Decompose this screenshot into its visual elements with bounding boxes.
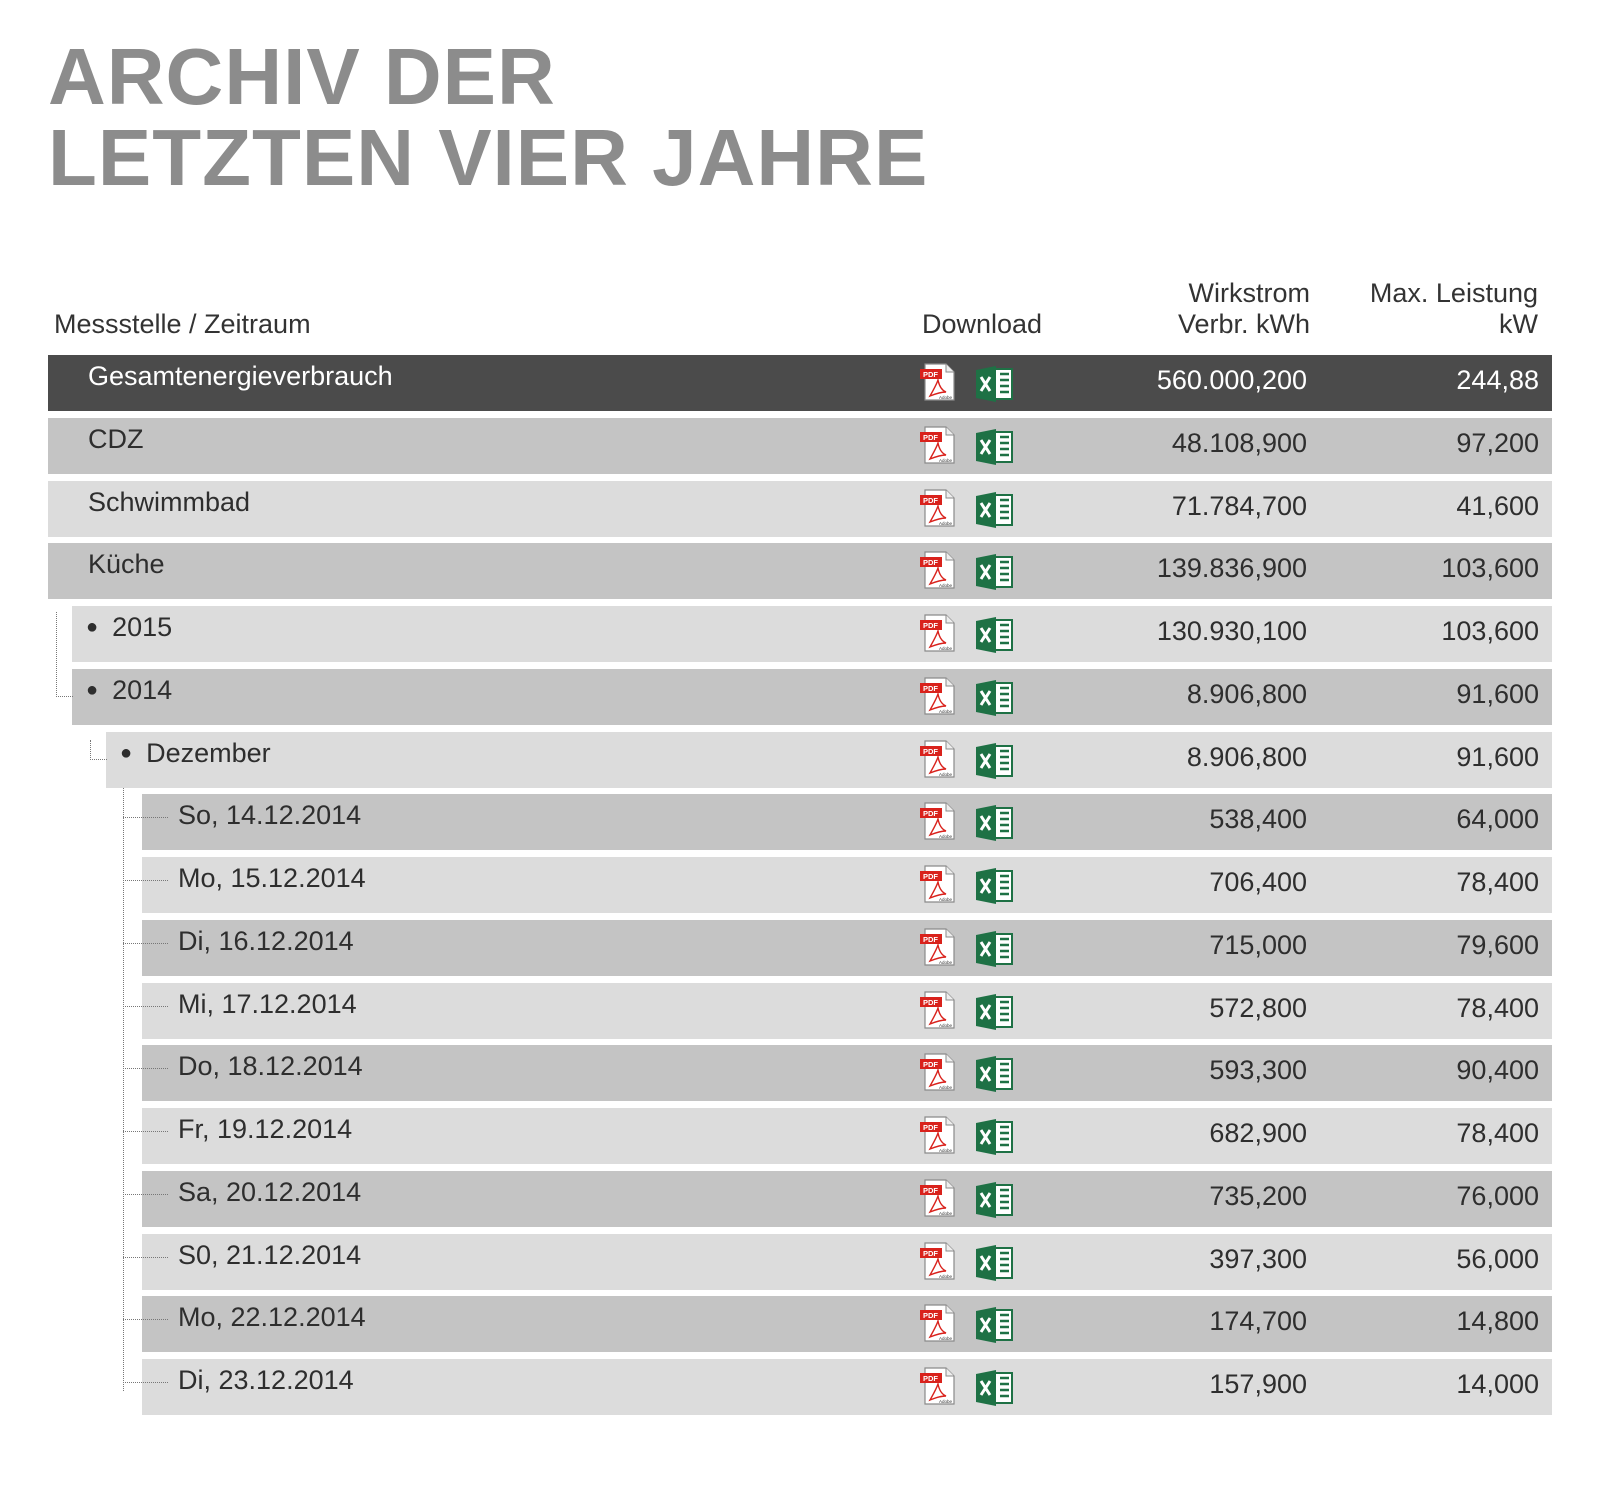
table-row[interactable]: [142, 1108, 1552, 1164]
row-label-text: So, 14.12.2014: [178, 800, 362, 831]
row-label: [178, 1114, 352, 1145]
pdf-download-icon[interactable]: [919, 1053, 957, 1091]
svg-text:Adobe: Adobe: [939, 1022, 953, 1028]
max-leistung-value: 90,400: [1456, 1055, 1539, 1086]
row-label-text: CDZ: [88, 423, 144, 454]
row-label: [86, 612, 172, 643]
table-row[interactable]: [106, 732, 1552, 788]
pdf-download-icon[interactable]: [919, 740, 957, 778]
wirkstrom-value: 139.836,900: [1156, 553, 1307, 584]
row-label-text: Di, 23.12.2014: [178, 1365, 354, 1395]
row-label-text: Mo, 15.12.2014: [178, 863, 366, 893]
svg-text:Adobe: Adobe: [939, 834, 953, 840]
max-leistung-value: 14,000: [1456, 1369, 1539, 1399]
table-row[interactable]: [142, 1045, 1552, 1101]
wirkstrom-value: 538,400: [1209, 804, 1307, 835]
column-header-download: Download: [922, 309, 1043, 339]
row-label-text: Dezember: [146, 737, 271, 768]
row-label: [178, 989, 357, 1020]
max-leistung-value: 97,200: [1456, 427, 1539, 458]
row-label-text: Do, 18.12.2014: [178, 1051, 363, 1082]
excel-download-icon[interactable]: [974, 492, 1014, 528]
tree-connector-day: [123, 1131, 168, 1132]
table-row[interactable]: [142, 1359, 1552, 1415]
excel-download-icon[interactable]: [974, 868, 1014, 904]
row-label-text: Schwimmbad: [88, 486, 251, 517]
excel-download-icon[interactable]: [974, 1245, 1014, 1281]
row-label: [178, 1302, 366, 1333]
max-leistung-value: 56,000: [1456, 1243, 1539, 1274]
excel-download-icon[interactable]: [974, 680, 1014, 716]
pdf-icon-label: PDF: [923, 1123, 938, 1133]
max-leistung-value: 103,600: [1441, 553, 1539, 584]
pdf-icon-label: PDF: [923, 370, 938, 380]
pdf-download-icon[interactable]: [919, 614, 957, 652]
pdf-download-icon[interactable]: [919, 1304, 957, 1342]
table-row[interactable]: [48, 481, 1552, 537]
wirkstrom-value: 130.930,100: [1156, 616, 1307, 646]
pdf-download-icon[interactable]: [919, 1367, 957, 1405]
max-leistung-value: 91,600: [1456, 741, 1539, 772]
svg-text:Adobe: Adobe: [939, 1273, 953, 1279]
max-leistung-value: 41,600: [1456, 490, 1539, 521]
row-label: [178, 863, 366, 894]
row-label: [178, 800, 361, 831]
page-title: [48, 32, 929, 202]
pdf-download-icon[interactable]: [919, 991, 957, 1029]
tree-connector-day: [123, 1319, 168, 1320]
pdf-icon-label: PDF: [923, 621, 938, 631]
tree-connector-day: [123, 1068, 168, 1069]
column-header-max-leistung-line-2: kW: [1499, 309, 1538, 339]
pdf-icon-label: PDF: [923, 1311, 938, 1321]
pdf-download-icon[interactable]: [919, 802, 957, 840]
pdf-download-icon[interactable]: [919, 677, 957, 715]
page-title-line-2: LETZTEN VIER JAHRE: [48, 113, 929, 202]
row-label-text: Mi, 17.12.2014: [178, 988, 357, 1019]
svg-text:Adobe: Adobe: [939, 708, 953, 714]
page-title-line-1: ARCHIV DER: [48, 32, 556, 121]
bullet-icon: ●: [120, 741, 133, 764]
svg-text:Adobe: Adobe: [939, 771, 953, 777]
table-row[interactable]: [142, 1171, 1552, 1227]
excel-download-icon[interactable]: [974, 366, 1014, 402]
bullet-icon: ●: [86, 616, 99, 638]
row-label: [88, 424, 144, 455]
pdf-icon-label: PDF: [923, 1374, 938, 1384]
row-label: [178, 1240, 361, 1271]
excel-download-icon[interactable]: [974, 1370, 1014, 1406]
pdf-icon-label: PDF: [923, 558, 938, 568]
row-label: [178, 926, 354, 957]
svg-text:Adobe: Adobe: [939, 897, 953, 902]
tree-connector-years: [56, 612, 73, 697]
svg-text:Adobe: Adobe: [939, 1336, 953, 1342]
max-leistung-value: 79,600: [1456, 929, 1539, 960]
svg-text:Adobe: Adobe: [939, 395, 953, 400]
pdf-download-icon[interactable]: [919, 865, 957, 903]
pdf-download-icon[interactable]: [919, 1242, 957, 1280]
excel-download-icon[interactable]: [974, 1056, 1014, 1092]
row-label: [88, 487, 250, 518]
column-header-wirkstrom-line-2: Verbr. kWh: [1177, 309, 1310, 339]
table-row[interactable]: [142, 794, 1552, 850]
excel-download-icon[interactable]: [974, 994, 1014, 1030]
wirkstrom-value: 397,300: [1209, 1243, 1307, 1274]
wirkstrom-value: 560.000,200: [1156, 365, 1307, 395]
pdf-icon-label: PDF: [923, 1248, 938, 1258]
row-label-text: Di, 16.12.2014: [178, 925, 354, 956]
table-row[interactable]: [142, 920, 1552, 976]
row-label: [178, 1177, 361, 1208]
pdf-icon-label: PDF: [923, 809, 938, 819]
wirkstrom-value: 174,700: [1209, 1306, 1307, 1337]
pdf-download-icon[interactable]: [919, 363, 957, 401]
svg-text:Adobe: Adobe: [939, 583, 953, 589]
excel-download-icon[interactable]: [974, 1182, 1014, 1218]
pdf-icon-label: PDF: [923, 997, 938, 1007]
svg-text:Adobe: Adobe: [939, 1148, 953, 1153]
svg-text:Adobe: Adobe: [939, 646, 953, 651]
max-leistung-value: 78,400: [1456, 1118, 1539, 1148]
row-label: [120, 738, 271, 769]
row-label-text: Fr, 19.12.2014: [178, 1114, 353, 1144]
excel-download-icon[interactable]: [974, 931, 1014, 967]
pdf-icon-label: PDF: [923, 934, 938, 944]
max-leistung-value: 78,400: [1456, 992, 1539, 1023]
pdf-icon-label: PDF: [923, 432, 938, 442]
table-row[interactable]: [48, 355, 1552, 411]
tree-connector-day: [123, 817, 168, 818]
svg-text:Adobe: Adobe: [939, 1399, 953, 1404]
table-row[interactable]: [48, 543, 1552, 599]
table-row[interactable]: [48, 418, 1552, 474]
pdf-download-icon[interactable]: [919, 1116, 957, 1154]
table-row[interactable]: [142, 983, 1552, 1039]
svg-text:Adobe: Adobe: [939, 1085, 953, 1091]
pdf-icon-label: PDF: [923, 1060, 938, 1070]
pdf-download-icon[interactable]: [919, 928, 957, 966]
wirkstrom-value: 682,900: [1209, 1118, 1307, 1148]
row-label: [178, 1365, 354, 1396]
table-row[interactable]: [142, 857, 1552, 913]
column-header-wirkstrom-line-1: Wirkstrom: [1188, 278, 1310, 308]
excel-download-icon[interactable]: [974, 429, 1014, 465]
column-header-max-leistung-line-1: Max. Leistung: [1369, 278, 1538, 308]
max-leistung-value: 244,88: [1456, 365, 1539, 395]
tree-connector-day: [123, 1257, 168, 1258]
row-label-text: S0, 21.12.2014: [178, 1239, 362, 1270]
tree-connector-day: [123, 1382, 168, 1383]
column-header-wirkstrom: [1178, 278, 1310, 340]
wirkstrom-value: 735,200: [1209, 1180, 1307, 1211]
svg-text:Adobe: Adobe: [939, 959, 953, 965]
pdf-icon-label: PDF: [923, 746, 938, 756]
wirkstrom-value: 593,300: [1209, 1055, 1307, 1086]
excel-download-icon[interactable]: [974, 554, 1014, 590]
svg-text:Adobe: Adobe: [939, 1210, 953, 1216]
wirkstrom-value: 157,900: [1209, 1369, 1307, 1399]
max-leistung-value: 103,600: [1441, 616, 1539, 646]
tree-connector-day: [123, 1006, 168, 1007]
row-label-text: 2014: [112, 674, 173, 705]
row-label: [88, 549, 165, 580]
tree-connector-day: [123, 880, 168, 881]
wirkstrom-value: 572,800: [1209, 992, 1307, 1023]
tree-connector-month: [90, 740, 107, 760]
max-leistung-value: 78,400: [1456, 867, 1539, 897]
pdf-icon-label: PDF: [923, 872, 938, 882]
row-label: [86, 675, 172, 706]
max-leistung-value: 76,000: [1456, 1180, 1539, 1211]
row-label-text: Mo, 22.12.2014: [178, 1302, 366, 1333]
row-label-text: Gesamtenergieverbrauch: [88, 361, 393, 391]
column-header-messstelle: Messstelle / Zeitraum: [54, 309, 311, 339]
row-label-text: Küche: [88, 549, 165, 580]
max-leistung-value: 14,800: [1456, 1306, 1539, 1337]
table-row[interactable]: [142, 1296, 1552, 1352]
excel-download-icon[interactable]: [974, 743, 1014, 779]
table-row[interactable]: [72, 669, 1552, 725]
wirkstrom-value: 706,400: [1209, 867, 1307, 897]
wirkstrom-value: 71.784,700: [1171, 490, 1307, 521]
tree-connector-day: [123, 1194, 168, 1195]
pdf-download-icon[interactable]: [919, 489, 957, 527]
pdf-download-icon[interactable]: [919, 551, 957, 589]
svg-text:Adobe: Adobe: [939, 457, 953, 463]
row-label-text: 2015: [112, 612, 173, 642]
wirkstrom-value: 8.906,800: [1186, 678, 1307, 709]
pdf-download-icon[interactable]: [919, 1179, 957, 1217]
row-label: [88, 361, 393, 392]
bullet-icon: ●: [86, 678, 99, 701]
excel-download-icon[interactable]: [974, 1307, 1014, 1343]
table-row[interactable]: [142, 1234, 1552, 1290]
pdf-icon-label: PDF: [923, 683, 938, 693]
max-leistung-value: 64,000: [1456, 804, 1539, 835]
pdf-icon-label: PDF: [923, 1185, 938, 1195]
wirkstrom-value: 8.906,800: [1186, 741, 1307, 772]
row-label-text: Sa, 20.12.2014: [178, 1176, 362, 1207]
max-leistung-value: 91,600: [1456, 678, 1539, 709]
tree-connector-days-vertical: [123, 788, 124, 1391]
excel-download-icon[interactable]: [974, 805, 1014, 841]
table-row[interactable]: [72, 606, 1552, 662]
excel-download-icon[interactable]: [974, 1119, 1014, 1155]
wirkstrom-value: 715,000: [1209, 929, 1307, 960]
excel-download-icon[interactable]: [974, 617, 1014, 653]
column-header-max-leistung: [1370, 278, 1538, 340]
pdf-icon-label: PDF: [923, 495, 938, 505]
pdf-download-icon[interactable]: [919, 426, 957, 464]
row-label: [178, 1051, 363, 1082]
wirkstrom-value: 48.108,900: [1171, 427, 1307, 458]
svg-text:Adobe: Adobe: [939, 520, 953, 526]
tree-connector-day: [123, 943, 168, 944]
